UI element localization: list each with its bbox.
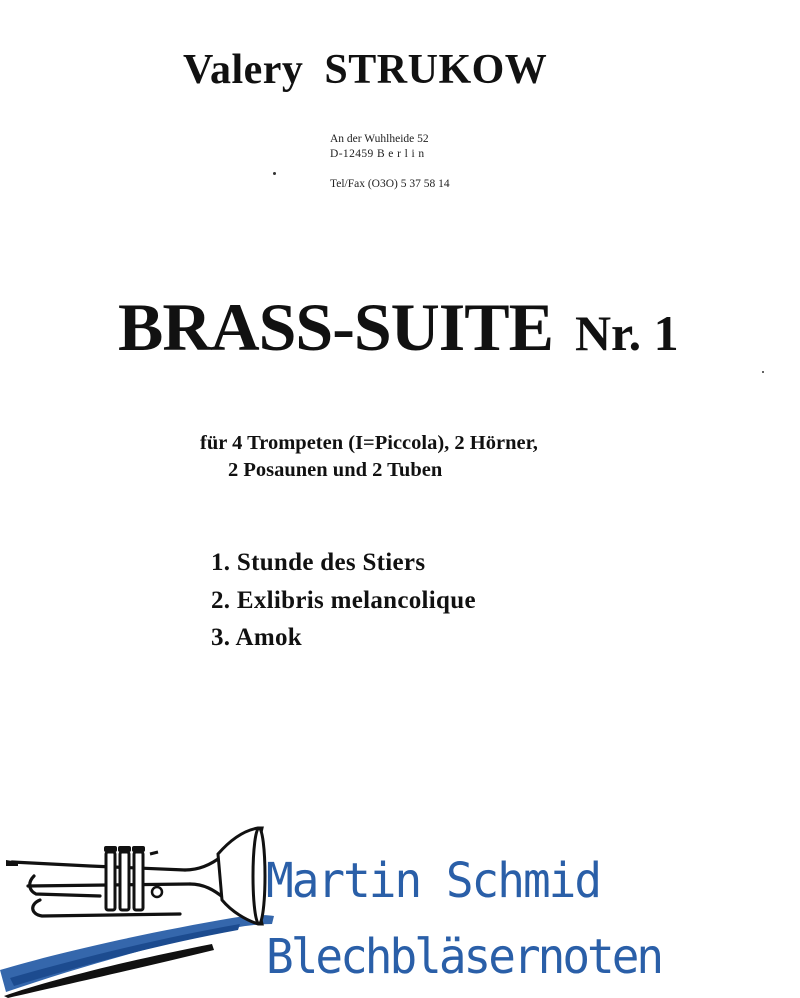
scan-speck	[273, 172, 276, 175]
instrumentation-line-2: 2 Posaunen und 2 Tuben	[228, 459, 443, 481]
page-title	[118, 288, 679, 367]
scan-speck	[762, 371, 764, 373]
watermark-line-1: Martin Schmid	[266, 852, 601, 909]
composer-name: Valery STRUKOW	[183, 47, 548, 93]
movement-1: 1. Stunde des Stiers	[211, 549, 426, 576]
title-main: BRASS-SUITE	[118, 289, 553, 365]
title-number: Nr. 1	[574, 305, 679, 361]
movement-3: 3. Amok	[211, 624, 303, 651]
movement-2: 2. Exlibris melancolique	[211, 587, 476, 614]
address-street: An der Wuhlheide 52	[330, 133, 429, 145]
address-city: D-12459 B e r l i n	[330, 148, 425, 160]
instrumentation-line-1: für 4 Trompeten (I=Piccola), 2 Hörner,	[200, 432, 538, 454]
address-phone: Tel/Fax (O3O) 5 37 58 14	[330, 178, 450, 190]
watermark-line-2: Blechbläsernoten	[266, 928, 662, 985]
